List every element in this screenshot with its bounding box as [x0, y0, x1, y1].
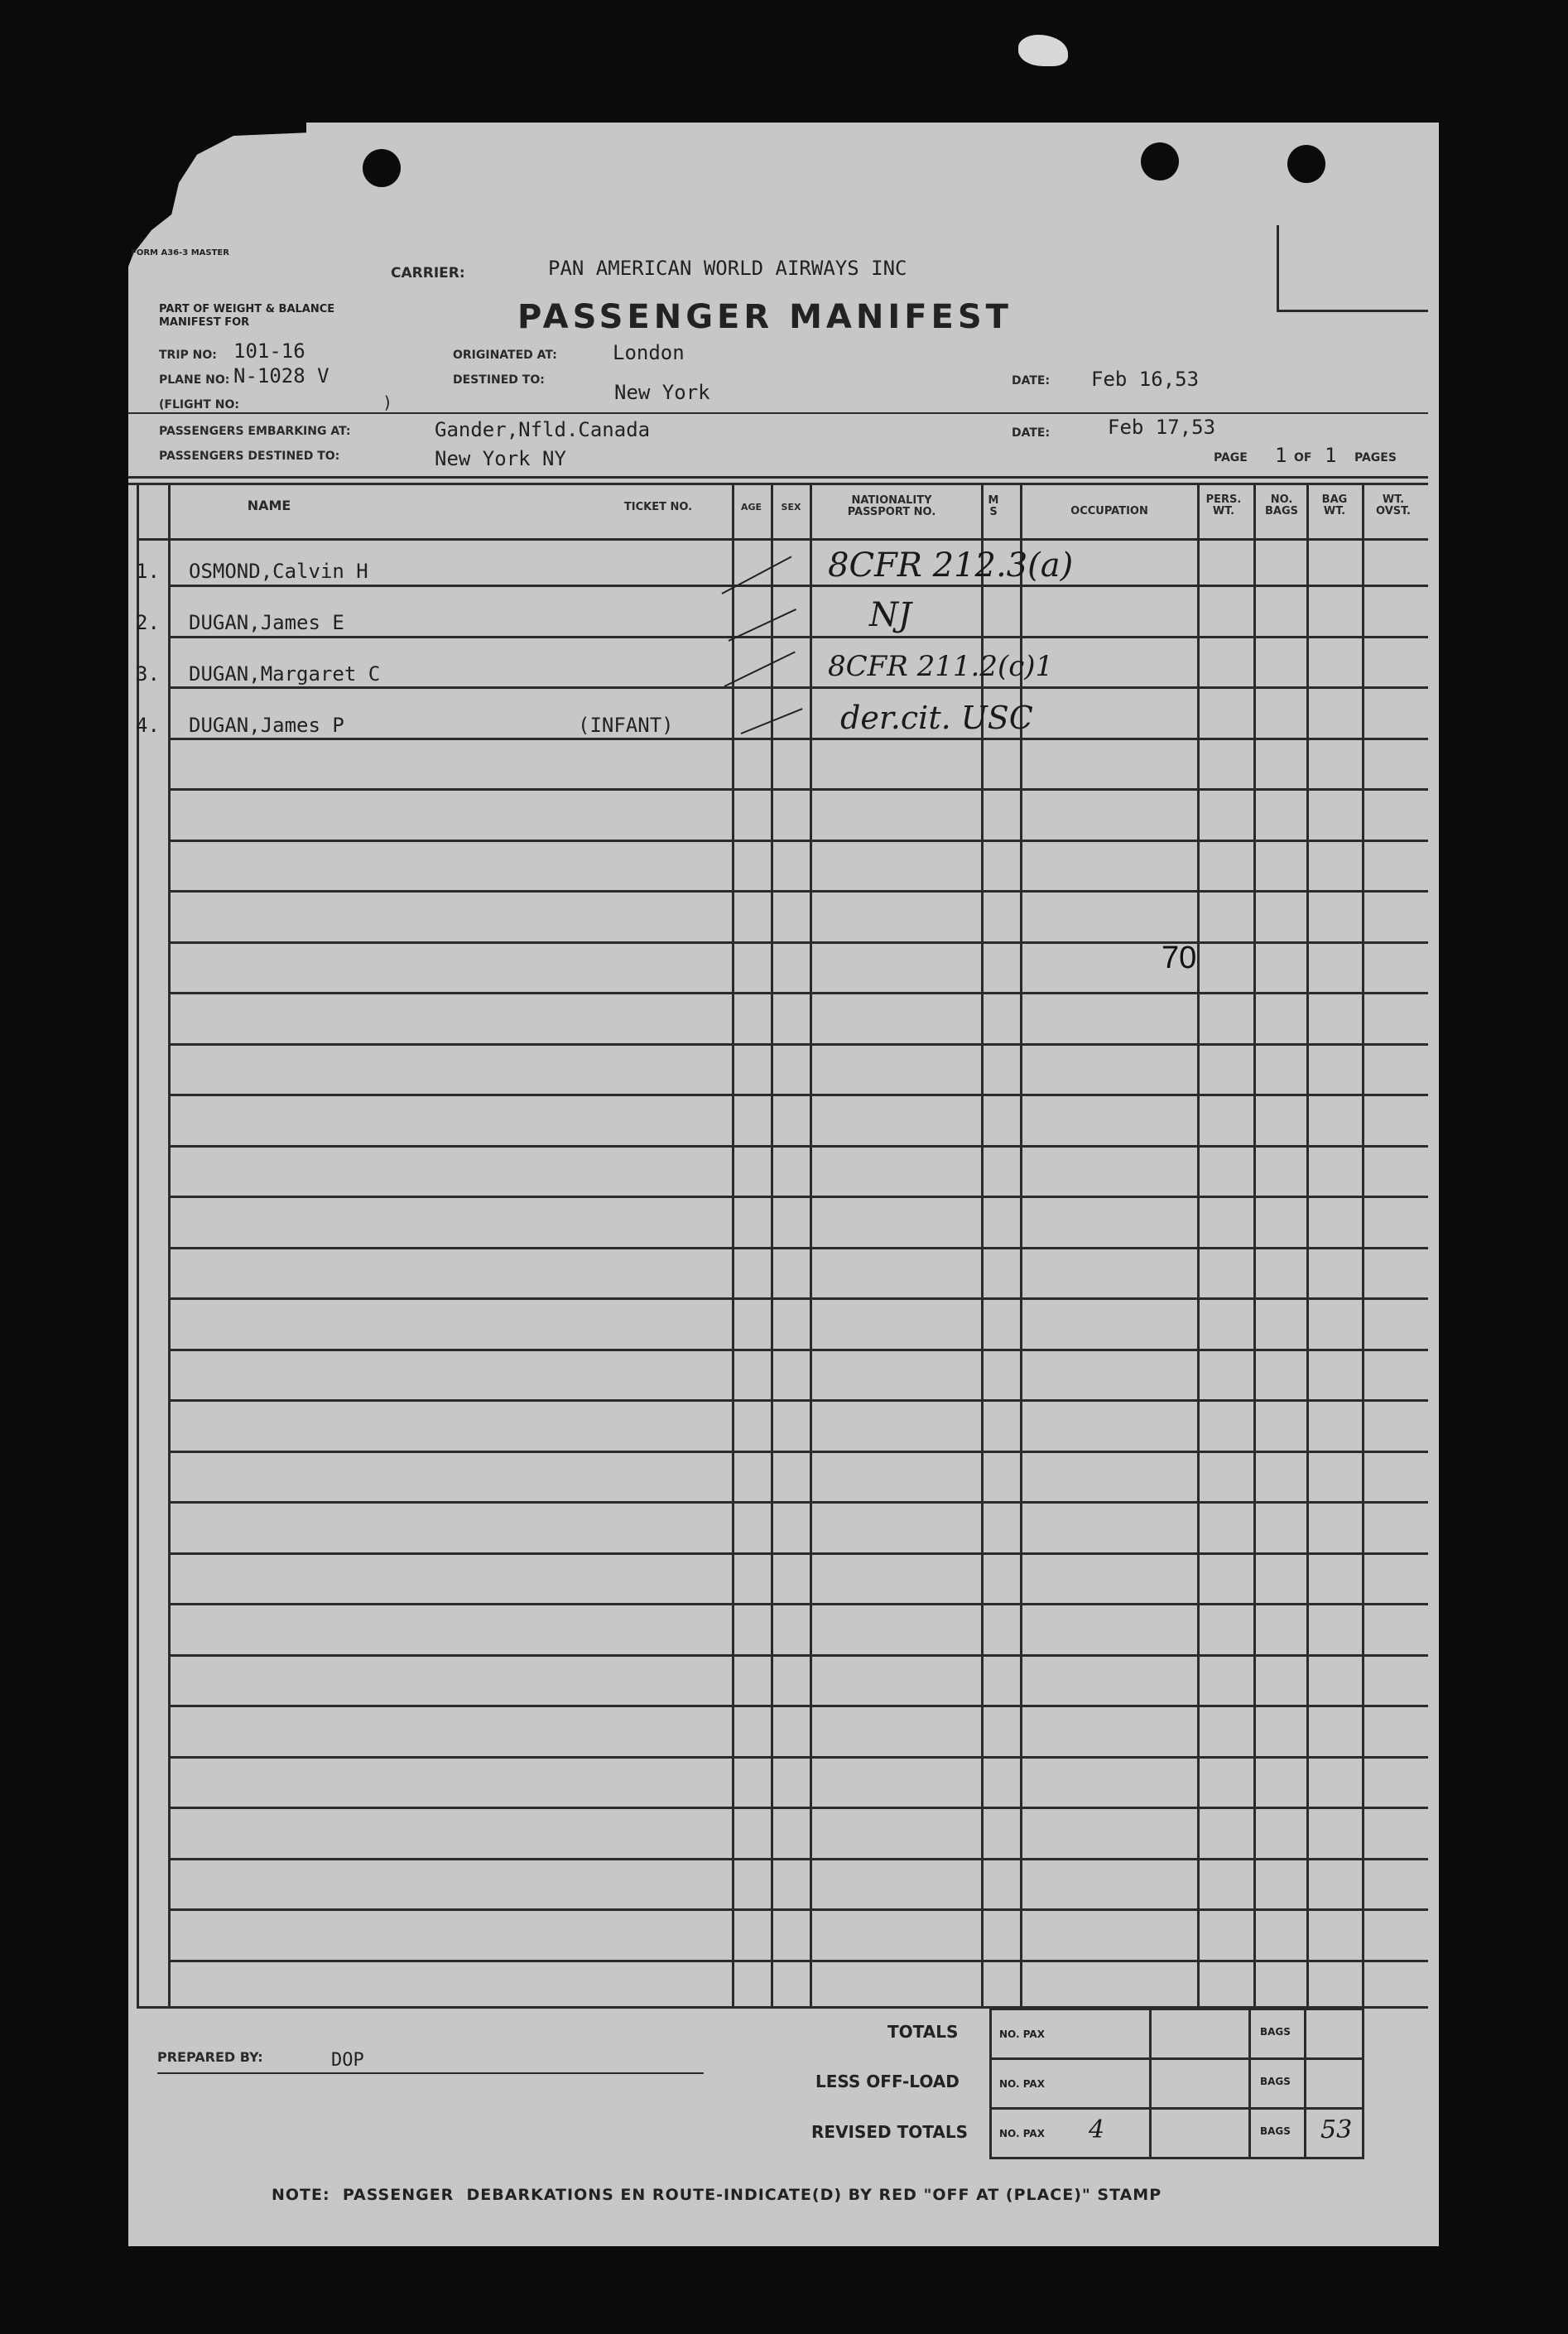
- handwritten-note: 8CFR 211.2(c)1: [828, 650, 1054, 683]
- passenger-name: DUGAN,Margaret C: [189, 662, 381, 686]
- table-column-line: [732, 484, 734, 2006]
- date-label-2: DATE:: [1012, 426, 1051, 440]
- no-pax-label: NO. PAX: [999, 2078, 1045, 2090]
- revised-totals-label: REVISED TOTALS: [811, 2122, 968, 2142]
- col-bag-wt: BAG WT.: [1321, 493, 1348, 517]
- of-label: OF: [1294, 451, 1312, 464]
- bags-label: BAGS: [1260, 2026, 1291, 2038]
- table-row-line: [170, 1451, 1428, 1453]
- page-title: PASSENGER MANIFEST: [517, 298, 1012, 336]
- table-row-line: [170, 1297, 1428, 1300]
- no-pax-label: NO. PAX: [999, 2028, 1045, 2040]
- destined-passengers-value: New York NY: [435, 447, 566, 470]
- trip-value: 101-16: [233, 339, 305, 363]
- prepared-by-value: DOP: [331, 2050, 364, 2071]
- totals-box-line: [1248, 2008, 1251, 2159]
- passenger-infant-tag: (INFANT): [578, 714, 674, 737]
- totals-box-line: [1362, 2008, 1364, 2159]
- corner-box-line: [1277, 310, 1428, 312]
- totals-label: TOTALS: [887, 2022, 959, 2042]
- table-row-line: [170, 1399, 1428, 1402]
- table-row-line: [170, 1960, 1428, 1962]
- table-row-line: [170, 1858, 1428, 1860]
- col-nationality: NATIONALITY PASSPORT NO.: [847, 494, 936, 518]
- table-column-line: [1306, 484, 1309, 2006]
- pages-label: PAGES: [1354, 451, 1397, 464]
- revised-pax-value: 4: [1089, 2115, 1105, 2144]
- handwritten-note: NJ: [869, 596, 912, 634]
- embarking-value: Gander,Nfld.Canada: [435, 418, 651, 441]
- no-pax-label: NO. PAX: [999, 2128, 1045, 2139]
- table-row-line: [170, 941, 1428, 944]
- table-row-line: [170, 585, 1428, 587]
- col-wt-ovst: WT. OVST.: [1376, 493, 1411, 517]
- header-divider: [128, 412, 1428, 414]
- page-stamp-number: 70: [1162, 941, 1197, 975]
- table-row-line: [170, 1349, 1428, 1351]
- row-number: 2.: [136, 611, 160, 634]
- destined-value: New York: [614, 381, 710, 404]
- passenger-name: DUGAN,James P: [189, 714, 344, 737]
- date-value: Feb 16,53: [1091, 368, 1200, 391]
- handwritten-note: der.cit. USC: [840, 700, 1033, 736]
- plane-label: PLANE NO:: [159, 373, 230, 387]
- corner-box-line: [1277, 225, 1279, 312]
- table-row-line: [170, 992, 1428, 994]
- table-row-line: [170, 636, 1428, 638]
- punch-hole: [1141, 142, 1179, 180]
- col-occupation: OCCUPATION: [1070, 505, 1148, 517]
- bags-label: BAGS: [1260, 2076, 1291, 2087]
- totals-box-line: [1149, 2008, 1152, 2159]
- table-row-line: [170, 1247, 1428, 1249]
- totals-box-line: [1304, 2008, 1306, 2159]
- date-value-2: Feb 17,53: [1108, 416, 1216, 439]
- table-row-line: [170, 1145, 1428, 1148]
- punch-hole: [1287, 145, 1325, 183]
- revised-bags-value: 53: [1320, 2115, 1353, 2144]
- table-row-line: [170, 686, 1428, 689]
- table-row-line: [170, 1094, 1428, 1096]
- table-column-line: [1362, 484, 1364, 2006]
- bags-label: BAGS: [1260, 2125, 1291, 2137]
- prepared-by-line: [157, 2072, 704, 2074]
- row-number: 1.: [136, 560, 160, 583]
- col-sex: SEX: [781, 502, 801, 513]
- prepared-by-label: PREPARED BY:: [157, 2049, 263, 2065]
- flight-close: ): [382, 392, 393, 412]
- table-row-line: [170, 1807, 1428, 1809]
- plane-value: N-1028 V: [233, 364, 329, 387]
- col-ms: M S: [988, 494, 999, 518]
- col-name: NAME: [247, 498, 291, 513]
- flight-label: (FLIGHT NO:: [159, 398, 239, 411]
- page-label: PAGE: [1214, 451, 1248, 464]
- table-header-line: [137, 538, 1428, 541]
- passenger-name: OSMOND,Calvin H: [189, 560, 368, 583]
- page-value: 1: [1275, 444, 1287, 467]
- row-number: 4.: [136, 714, 160, 737]
- table-column-line: [810, 484, 812, 2006]
- table-row-line: [170, 1908, 1428, 1911]
- header-divider: [128, 476, 1428, 479]
- col-no-bags: NO. BAGS: [1264, 493, 1298, 517]
- table-column-line: [771, 484, 773, 2006]
- table-row-line: [170, 1654, 1428, 1657]
- trip-label: TRIP NO:: [159, 349, 217, 362]
- originated-label: ORIGINATED AT:: [453, 349, 557, 362]
- col-pers-wt: PERS. WT.: [1205, 493, 1242, 517]
- table-column-line: [1197, 484, 1200, 2006]
- table-column-line: [168, 484, 171, 2006]
- date-label: DATE:: [1012, 374, 1051, 387]
- carrier-label: CARRIER:: [391, 265, 465, 282]
- punch-hole: [363, 149, 401, 187]
- table-row-line: [170, 1705, 1428, 1707]
- manifest-sheet: [128, 123, 1439, 2246]
- carrier-value: PAN AMERICAN WORLD AIRWAYS INC: [548, 257, 907, 280]
- col-ticket: TICKET NO.: [623, 501, 693, 513]
- form-number: FORM A36-3 MASTER: [131, 248, 229, 257]
- table-row-line: [170, 840, 1428, 842]
- destined-label: DESTINED TO:: [453, 373, 545, 387]
- table-row-line: [170, 1501, 1428, 1504]
- table-row-line: [170, 890, 1428, 893]
- handwritten-note: 8CFR 212.3(a): [828, 546, 1074, 585]
- header-divider: [128, 483, 1428, 485]
- embarking-label: PASSENGERS EMBARKING AT:: [159, 425, 351, 438]
- pages-value: 1: [1325, 444, 1337, 467]
- row-number: 3.: [136, 662, 160, 686]
- table-row-line: [170, 1603, 1428, 1605]
- totals-box-line: [989, 2008, 992, 2159]
- footer-note: NOTE: PASSENGER DEBARKATIONS EN ROUTE-INDICATE(D) BY RED "OFF AT (PLACE)" STAMP: [272, 2186, 1162, 2204]
- originated-value: London: [613, 341, 685, 364]
- destined-passengers-label: PASSENGERS DESTINED TO:: [159, 450, 340, 463]
- table-border: [137, 484, 139, 2006]
- table-row-line: [170, 1043, 1428, 1046]
- table-row-line: [170, 1196, 1428, 1198]
- table-row-line: [170, 1552, 1428, 1555]
- table-column-line: [1253, 484, 1256, 2006]
- col-age: AGE: [740, 502, 762, 513]
- offload-label: LESS OFF-LOAD: [815, 2072, 960, 2091]
- paper-scrap: [1018, 35, 1068, 66]
- table-row-line: [170, 738, 1428, 740]
- passenger-name: DUGAN,James E: [189, 611, 344, 634]
- table-row-line: [170, 1756, 1428, 1759]
- weight-balance-label: PART OF WEIGHT & BALANCE MANIFEST FOR: [159, 303, 335, 329]
- table-row-line: [170, 788, 1428, 791]
